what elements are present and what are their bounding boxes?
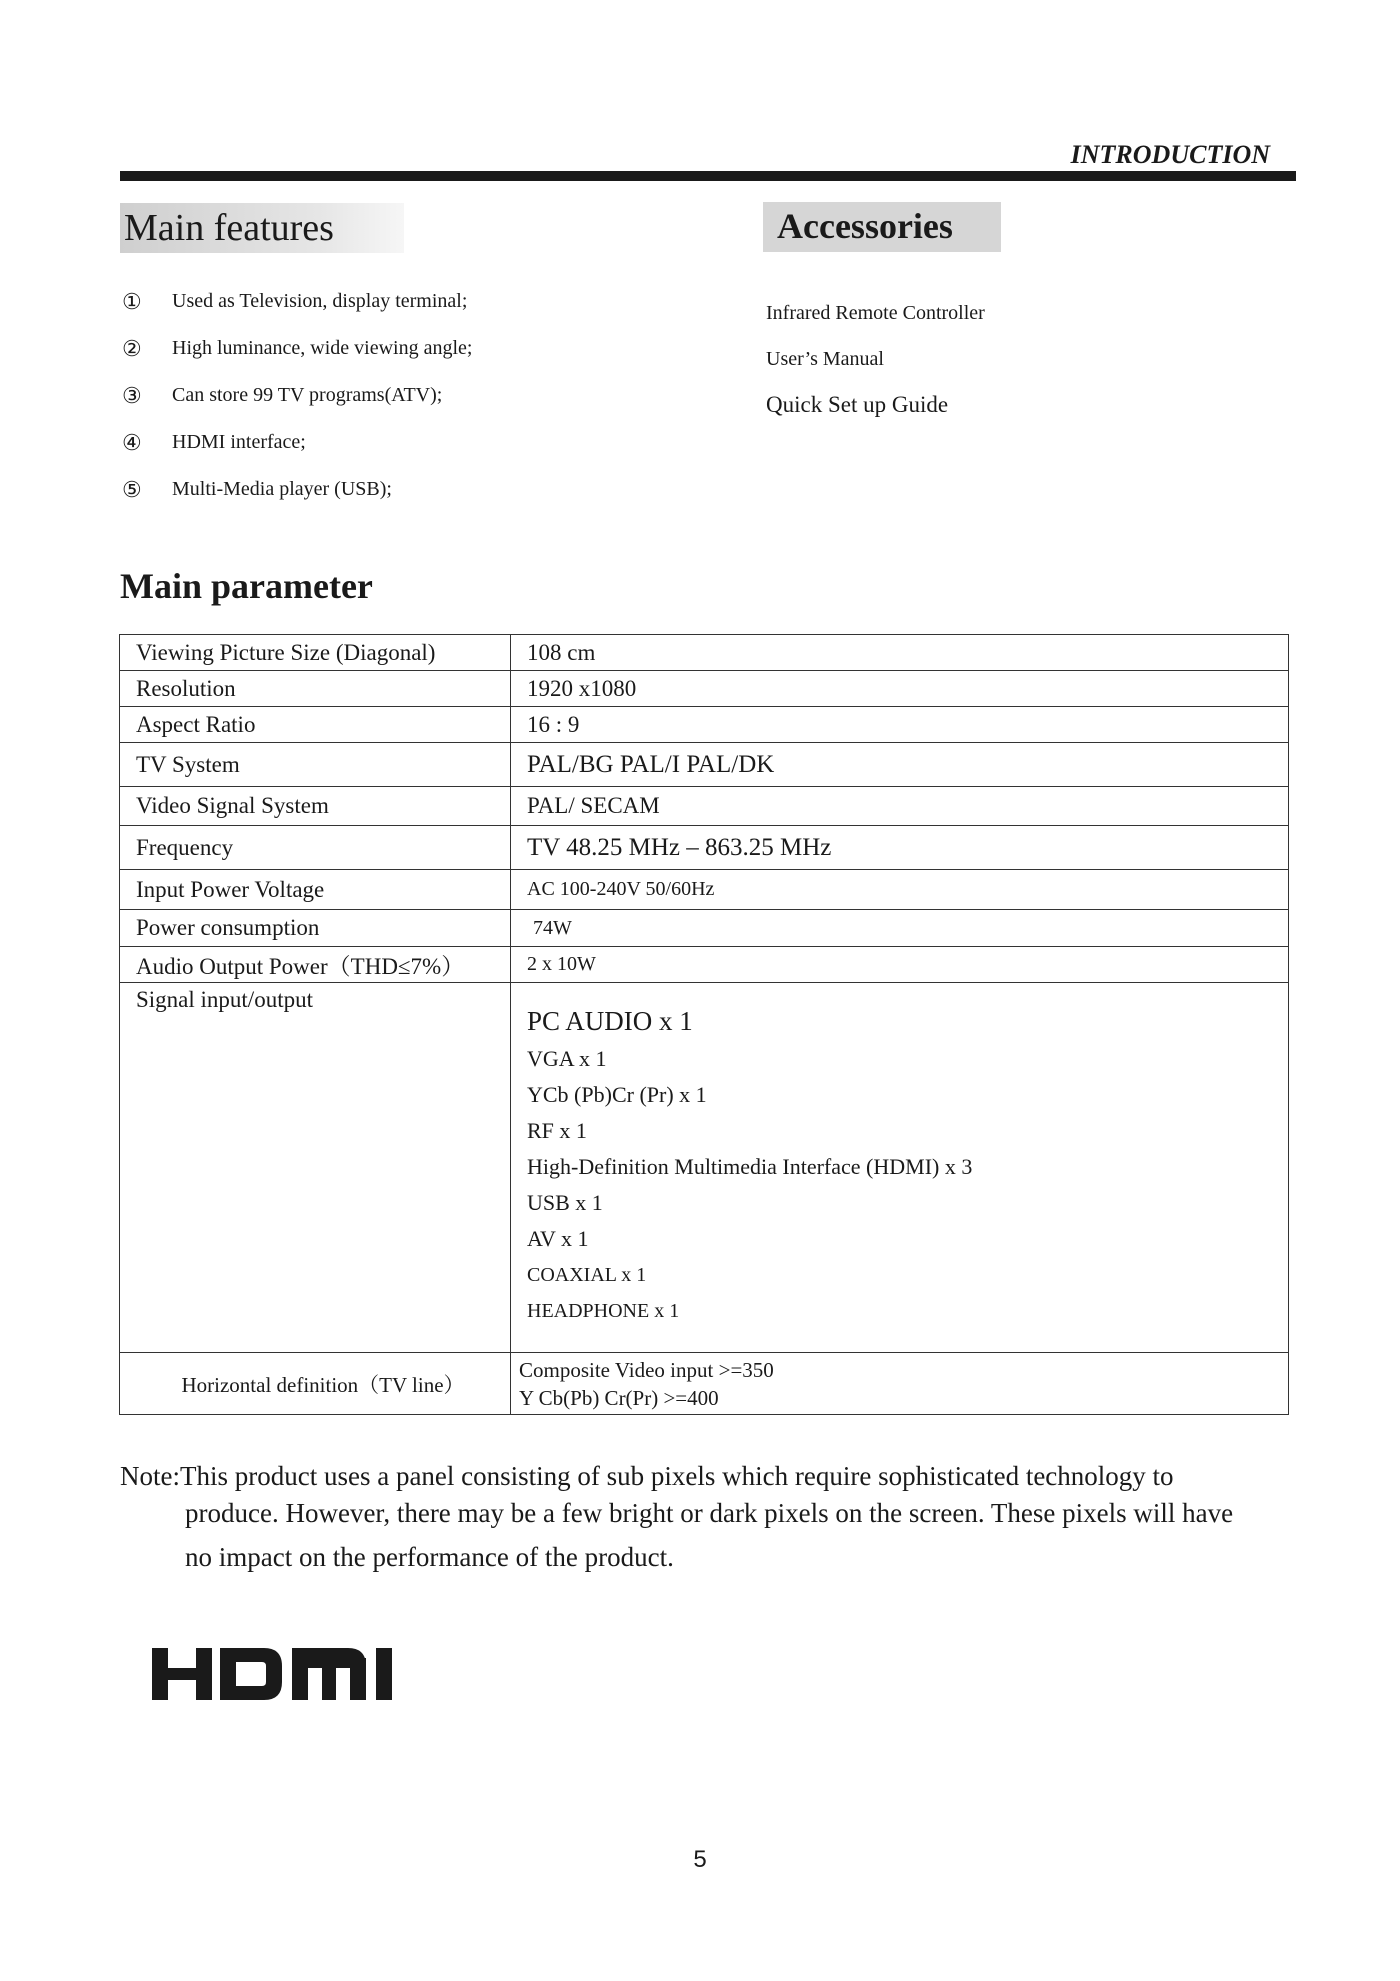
- param-label: Aspect Ratio: [120, 707, 511, 743]
- note: [120, 1458, 1310, 1576]
- param-label: Power consumption: [120, 910, 511, 947]
- param-value: 16 : 9: [511, 707, 1289, 743]
- param-value: [511, 1353, 1289, 1415]
- table-row: [120, 910, 1289, 947]
- param-label: Horizontal definition（TV line）: [120, 1353, 511, 1415]
- feature-number: ⑤: [122, 476, 142, 502]
- param-value: [511, 983, 1289, 1353]
- accessory-item: User’s Manual: [766, 347, 884, 370]
- param-label: Resolution: [120, 671, 511, 707]
- note-line: produce. However, there may be a few bright or dark pixels on the screen. These pixels will have: [185, 1498, 1234, 1529]
- table-row: [120, 635, 1289, 671]
- horizontal-line: Y Cb(Pb) Cr(Pr) >=400: [519, 1385, 719, 1410]
- feature-number: ②: [122, 335, 142, 361]
- signal-list: [527, 983, 1288, 1337]
- hdmi-logo-icon: [152, 1648, 418, 1700]
- list-item: AV x 1: [527, 1226, 589, 1251]
- note-line: Note:This product uses a panel consisting of sub pixels which require sophisticated technology to: [120, 1461, 1174, 1491]
- param-label: Video Signal System: [120, 787, 511, 826]
- header-rule: [120, 171, 1296, 181]
- table-row: [120, 983, 1289, 1353]
- feature-text: Can store 99 TV programs(ATV);: [172, 384, 443, 406]
- table-row: [120, 787, 1289, 826]
- feature-text: High luminance, wide viewing angle;: [172, 337, 473, 359]
- param-value: TV 48.25 MHz – 863.25 MHz: [511, 826, 1289, 870]
- feature-text: Multi-Media player (USB);: [172, 478, 392, 500]
- param-label: Frequency: [120, 826, 511, 870]
- list-item: [122, 372, 472, 419]
- main-features-heading: Main features: [120, 203, 404, 253]
- list-item: High-Definition Multimedia Interface (HDMI) x 3: [527, 1154, 973, 1179]
- hdmi-logo: [152, 1648, 418, 1705]
- param-label: TV System: [120, 743, 511, 787]
- table-row: [120, 743, 1289, 787]
- param-value: PAL/BG PAL/I PAL/DK: [511, 743, 1289, 787]
- signal-label: Signal input/output: [136, 987, 313, 1012]
- accessory-item: Quick Set up Guide: [766, 392, 949, 417]
- list-item: RF x 1: [527, 1118, 587, 1143]
- list-item: YCb (Pb)Cr (Pr) x 1: [527, 1082, 707, 1107]
- param-value: 1920 x1080: [511, 671, 1289, 707]
- feature-text: HDMI interface;: [172, 431, 306, 453]
- param-value: PAL/ SECAM: [511, 787, 1289, 826]
- feature-number: ③: [122, 382, 142, 408]
- page-number: 5: [693, 1846, 707, 1873]
- list-item: [122, 325, 472, 372]
- table-row: [120, 707, 1289, 743]
- note-line: no impact on the performance of the product.: [185, 1541, 674, 1572]
- list-item: USB x 1: [527, 1190, 603, 1215]
- horizontal-line: Composite Video input >=350: [519, 1357, 774, 1382]
- parameter-table: [119, 634, 1289, 1415]
- accessories-heading: Accessories: [763, 202, 1001, 252]
- param-value: 74W: [511, 910, 1289, 947]
- param-label: [120, 983, 511, 1353]
- feature-number: ①: [122, 288, 142, 314]
- list-item: HEADPHONE x 1: [527, 1299, 680, 1322]
- feature-list: [122, 278, 472, 513]
- section-label: INTRODUCTION: [1070, 140, 1270, 169]
- list-item: [122, 419, 472, 466]
- main-parameter-heading: Main parameter: [120, 566, 373, 606]
- param-label: Audio Output Power（THD≤7%）: [120, 947, 511, 983]
- table-row: [120, 1353, 1289, 1415]
- param-value: 2 x 10W: [511, 947, 1289, 983]
- table-row: [120, 671, 1289, 707]
- list-item: [122, 278, 472, 325]
- table-row: [120, 870, 1289, 910]
- table-row: [120, 826, 1289, 870]
- list-item: COAXIAL x 1: [527, 1263, 647, 1286]
- list-item: [122, 466, 472, 513]
- list-item: PC AUDIO x 1: [527, 1005, 693, 1036]
- param-value: 108 cm: [511, 635, 1289, 671]
- accessory-item: Infrared Remote Controller: [766, 301, 985, 324]
- list-item: VGA x 1: [527, 1046, 607, 1071]
- table-row: [120, 947, 1289, 983]
- feature-text: Used as Television, display terminal;: [172, 290, 468, 312]
- param-label: Input Power Voltage: [120, 870, 511, 910]
- param-value: AC 100-240V 50/60Hz: [511, 870, 1289, 910]
- feature-number: ④: [122, 429, 142, 455]
- accessories-list: [766, 290, 985, 428]
- param-label: Viewing Picture Size (Diagonal): [120, 635, 511, 671]
